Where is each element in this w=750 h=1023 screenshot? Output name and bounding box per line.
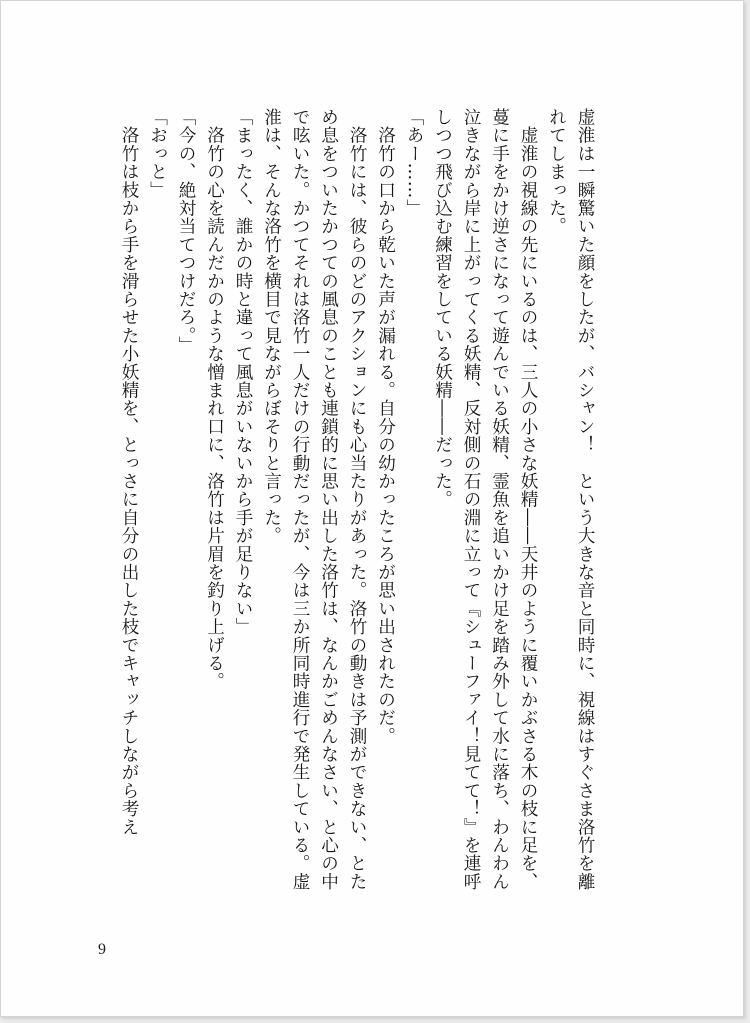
paragraph: 「まったく、誰かの時と違って風息がいないから手が足りない」 <box>233 108 253 636</box>
paragraph: 虚淮は一瞬驚いた顔をしたが、バシャン！ という大きな音と同時に、視線はすぐさま洛竹を離れてしまった。 <box>546 108 595 891</box>
paragraph: 洛竹の口から乾いた声が漏れる。自分の幼かったころが思い出されたのだ。 <box>375 108 396 745</box>
vertical-body-text <box>115 108 600 908</box>
paragraph: 「おっと」 <box>147 108 168 199</box>
page-number: 9 <box>98 941 106 958</box>
paragraph: 「今の、絶対当てつけだろ。」 <box>176 108 196 354</box>
paragraph: 洛竹には、彼らのどのアクションにも心当たりがあった。洛竹の動きは予測ができない、とため息をついたかつての風息のことも連鎖的に思い出した洛竹は、なんかごめんなさい、と心の中で呟いた。かつてそれは洛竹一人だけの行動だったが、今は三か所同時進行で発生している。虚淮は、そんな洛竹を横目で見ながらぼそりと言った。 <box>261 108 367 891</box>
paragraph: 虚淮の視線の先にいるのは、三人の小さな妖精――天井のように覆いかぶさる木の枝に足を、蔓に手をかけ逆さになって遊んでいる妖精、霊魚を追いかけ足を踏み外して水に落ち、わんわん泣きながら岸に上がってくる妖精、反対側の石の淵に立って『シューファイ！見てて！』を連呼しつつ飛び込む練習をしている妖精――だった。 <box>432 108 538 891</box>
paragraph: 洛竹の心を読んだかのような憎まれ口に、洛竹は片眉を釣り上げる。 <box>204 108 225 691</box>
paragraph: 「あー……」 <box>404 108 424 218</box>
paragraph: 洛竹は枝から手を滑らせた小妖精を、とっさに自分の出した枝でキャッチしながら考え <box>119 108 139 836</box>
